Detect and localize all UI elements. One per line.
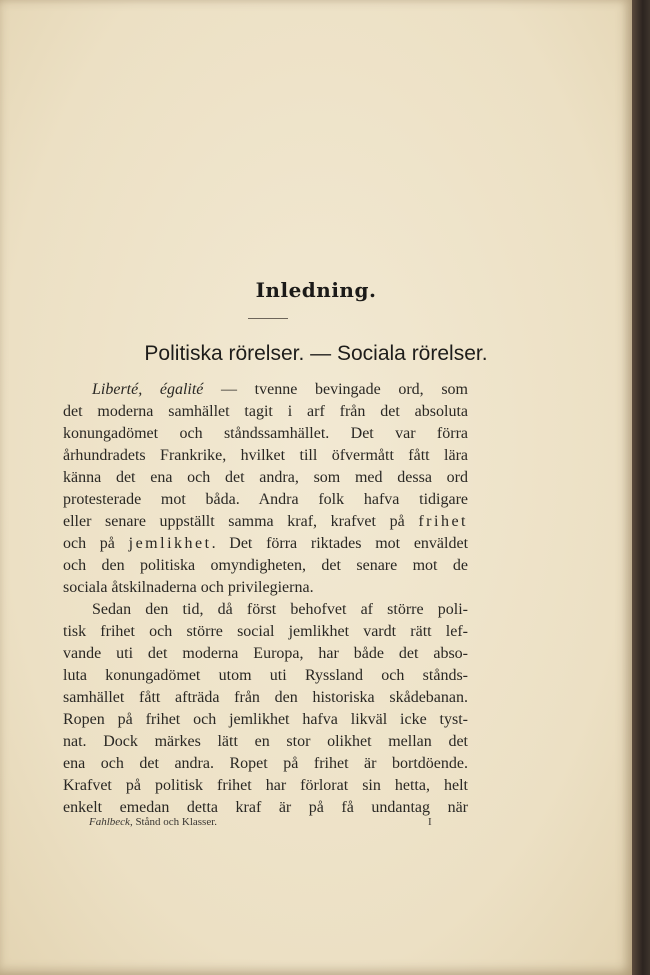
text-line: protesterade mot båda. Andra folk hafva tidigare xyxy=(63,491,468,508)
italic-phrase: Liberté, égalité xyxy=(92,381,204,398)
spaced-word: jemlikhet xyxy=(128,535,212,552)
text-line: och den politiska omyndigheten, det senare mot de xyxy=(63,557,468,574)
text-line xyxy=(63,513,468,535)
text-span: . Det förra riktades mot enväldet xyxy=(211,535,469,552)
text-line: det moderna samhället tagit i arf från det absoluta xyxy=(63,403,468,420)
footer-signature-line xyxy=(89,816,217,828)
text-span: eller senare uppställt samma kraf, krafvet på xyxy=(63,513,419,530)
text-line: luta konungadömet utom uti Ryssland och stånds- xyxy=(63,667,468,684)
text-line: Krafvet på politisk frihet har förlorat sin hetta, helt xyxy=(63,777,468,794)
text-line: nat. Dock märkes lätt en stor olikhet mellan det xyxy=(63,733,468,750)
text-line: sociala åtskilnaderna och privilegierna. xyxy=(63,579,314,596)
text-line: enkelt emedan detta kraf är på få undantag när xyxy=(63,799,468,816)
text-line: konungadömet och ståndssamhället. Det var förra xyxy=(63,425,468,442)
footer-signature-mark: I xyxy=(428,816,432,828)
text-span: och på xyxy=(63,535,129,552)
footer-author: Fahlbeck xyxy=(89,816,130,828)
text-line: känna det ena och det andra, som med dessa ord xyxy=(63,469,468,486)
text-line: samhället fått afträda från den historiska skådebanan. xyxy=(63,689,468,706)
book-spine-edge xyxy=(632,0,650,975)
text-line: tisk frihet och större social jemlikhet vardt rätt lef- xyxy=(63,623,468,640)
section-title: Politiska rörelser. — Sociala rörelser. xyxy=(144,342,488,365)
text-line: vande uti det moderna Europa, har både det abso- xyxy=(63,645,468,662)
text-span: — tvenne bevingade ord, som xyxy=(203,381,468,398)
spaced-word: frihet xyxy=(418,513,468,530)
footer-title: , Stånd och Klasser. xyxy=(129,816,218,828)
text-line: ena och det andra. Ropet på frihet är bortdöende. xyxy=(63,755,468,772)
text-line xyxy=(92,381,468,403)
text-line xyxy=(63,535,468,557)
text-line: Ropen på frihet och jemlikhet hafva likväl icke tyst- xyxy=(63,711,468,728)
text-line: Sedan den tid, då först behofvet af större poli- xyxy=(92,601,468,618)
chapter-heading: Inledning. xyxy=(255,278,377,302)
heading-divider xyxy=(248,318,288,319)
text-line: århundradets Frankrike, hvilket till öfvermått fått lära xyxy=(63,447,468,464)
